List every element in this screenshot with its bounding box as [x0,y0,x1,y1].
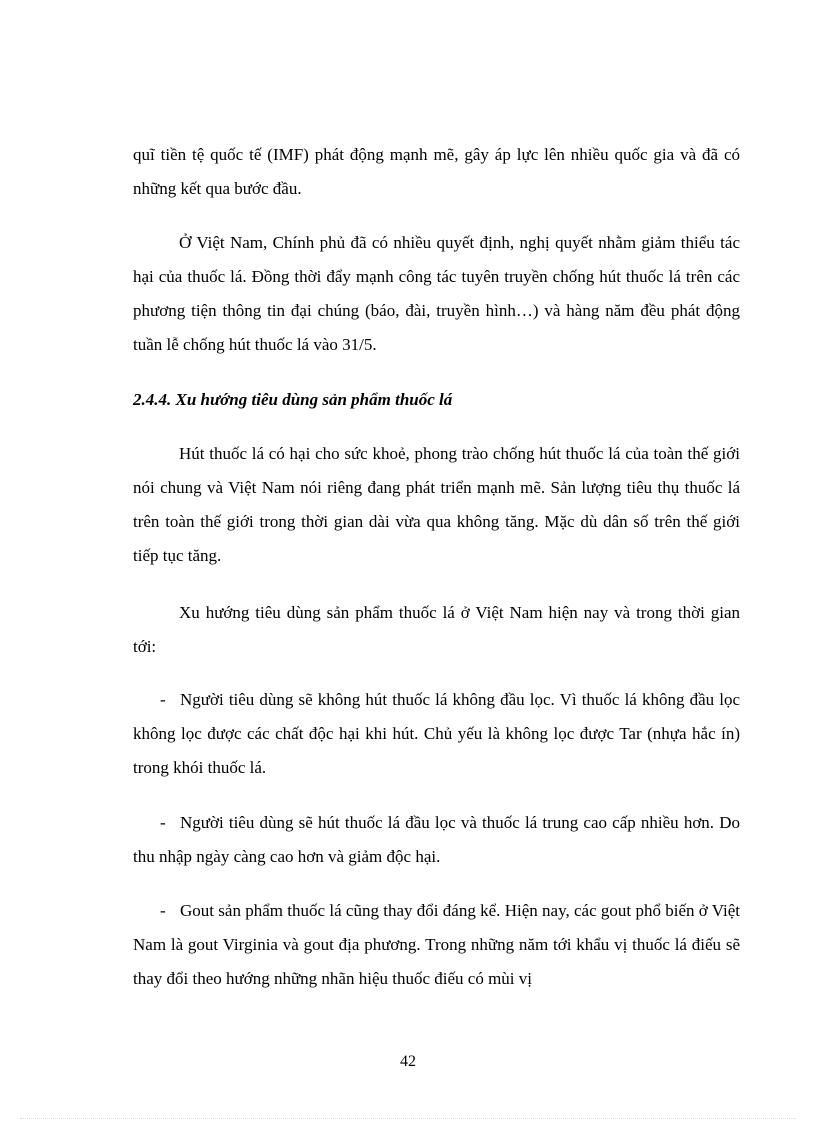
section-heading: 2.4.4. Xu hướng tiêu dùng sản phẩm thuốc lá [133,390,453,409]
bullet-text: Gout sản phẩm thuốc lá cũng thay đổi đáng kể. Hiện nay, các gout phổ biến ở Việt Nam là gout Virginia và gout địa phương. Trong những năm tới khẩu vị thuốc lá điếu sẽ thay đổi theo hướng những nhãn hiệu thuốc điếu có mùi vị [133,901,740,988]
paragraph-trend-intro: Xu hướng tiêu dùng sản phẩm thuốc lá ở Việt Nam hiện nay và trong thời gian tới: [133,603,740,656]
paragraph-imf: quĩ tiền tệ quốc tế (IMF) phát động mạnh mẽ, gây áp lực lên nhiều quốc gia và đã có những kết qua bước đầu. [133,145,740,198]
page-bottom-divider [20,1118,796,1119]
bullet-text: Người tiêu dùng sẽ không hút thuốc lá không đầu lọc. Vì thuốc lá không đầu lọc không lọc được các chất độc hại khi hút. Chủ yếu là không lọc được Tar (nhựa hắc ín) trong khói thuốc lá. [133,690,740,777]
bullet-marker: - [160,690,166,709]
bullet-marker: - [160,901,166,920]
bullet-item [133,683,740,785]
paragraph-vietnam-government: Ở Việt Nam, Chính phủ đã có nhiều quyết định, nghị quyết nhằm giảm thiểu tác hại của thuốc lá. Đồng thời đẩy mạnh công tác tuyên truyền chống hút thuốc lá trên các phương tiện thông tin đại chúng (báo, đài, truyền hình…) và hàng năm đều phát động tuần lễ chống hút thuốc lá vào 31/5. [133,233,740,354]
bullet-item [133,894,740,996]
bullet-marker: - [160,813,166,832]
bullet-item [133,806,740,874]
paragraph-consumption-trend: Hút thuốc lá có hại cho sức khoẻ, phong trào chống hút thuốc lá của toàn thế giới nói chung và Việt Nam nói riêng đang phát triển mạnh mẽ. Sản lượng tiêu thụ thuốc lá trên toàn thế giới trong thời gian dài vừa qua không tăng. Mặc dù dân số trên thế giới tiếp tục tăng. [133,444,740,565]
page-number: 42 [400,1053,416,1070]
bullet-text: Người tiêu dùng sẽ hút thuốc lá đầu lọc và thuốc lá trung cao cấp nhiều hơn. Do thu nhập ngày càng cao hơn và giảm độc hại. [133,813,740,866]
